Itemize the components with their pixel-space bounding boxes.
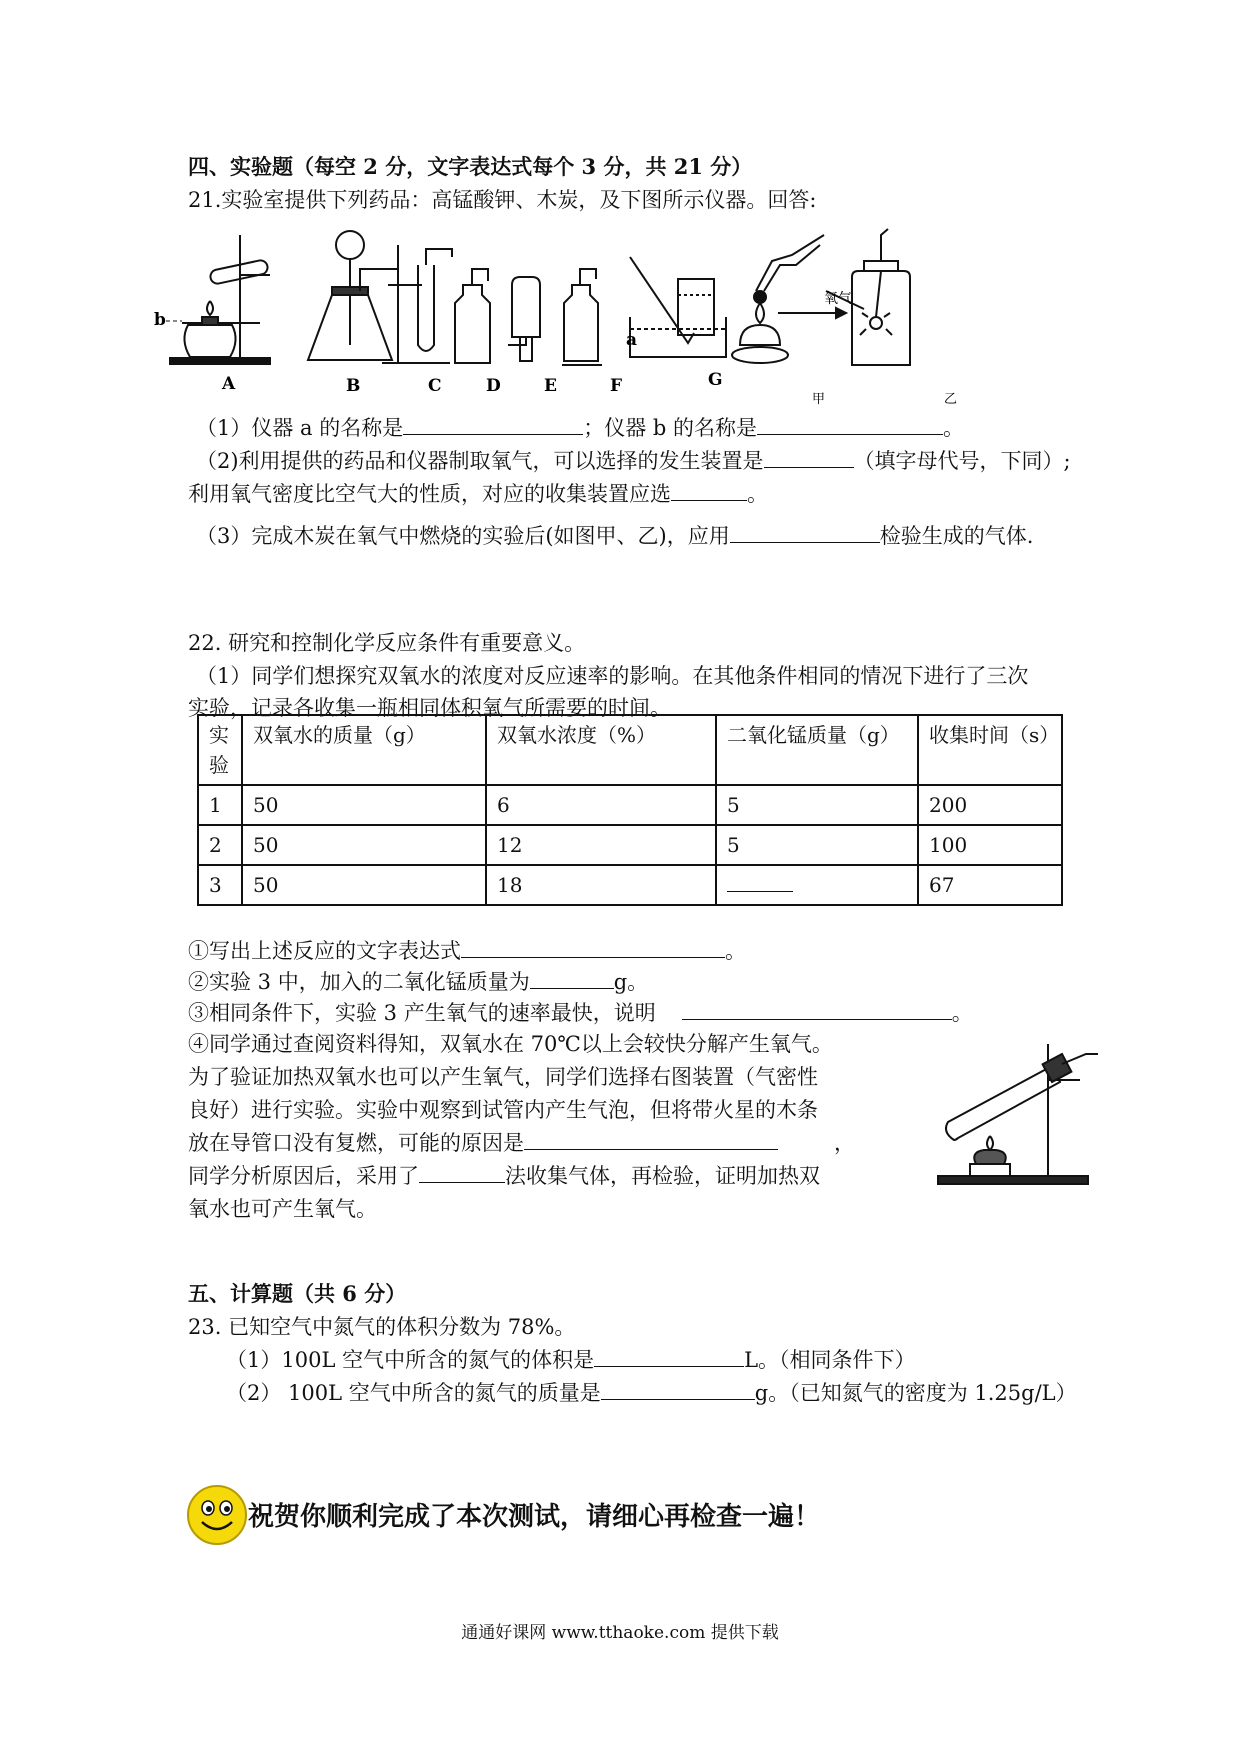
apparatus-g-icon xyxy=(630,257,726,357)
apparatus-jia-icon xyxy=(732,235,824,363)
table-header-cell: 二氧化锰质量（g） xyxy=(716,715,918,785)
label-F: F xyxy=(610,376,623,396)
answer-blank[interactable] xyxy=(461,937,725,958)
heating-apparatus-figure xyxy=(930,1040,1120,1190)
answer-blank[interactable] xyxy=(727,873,793,892)
table-header-cell: 双氧水的质量（g） xyxy=(242,715,486,785)
table-cell: 100 xyxy=(918,825,1062,865)
table-cell: 5 xyxy=(716,785,918,825)
q23-intro: 23. 已知空气中氮气的体积分数为 78%。 xyxy=(188,1315,576,1339)
apparatus-b-icon xyxy=(308,231,398,360)
answer-blank[interactable] xyxy=(730,522,880,543)
table-header-cell: 收集时间（s） xyxy=(918,715,1062,785)
answer-blank[interactable] xyxy=(682,999,952,1020)
apparatus-d-icon xyxy=(455,269,490,363)
table-header-row xyxy=(198,715,1062,785)
table-cell: 5 xyxy=(716,825,918,865)
table-cell: 18 xyxy=(486,865,716,905)
q21-part1: （1）仪器 a 的名称是 ；仪器 b 的名称是 。 xyxy=(196,416,965,440)
table-cell: 6 xyxy=(486,785,716,825)
label-A: A xyxy=(222,374,236,394)
q21-intro: 21.实验室提供下列药品：高锰酸钾、木炭，及下图所示仪器。回答: xyxy=(188,188,817,212)
answer-blank[interactable] xyxy=(757,414,943,435)
label-oxygen: 氧气 xyxy=(824,291,852,307)
q21-part2-line2: 利用氧气密度比空气大的性质，对应的收集装置应选 。 xyxy=(188,482,768,506)
answer-blank[interactable] xyxy=(671,480,747,501)
table-row xyxy=(198,865,1062,905)
section5-heading: 五、计算题（共 6 分） xyxy=(188,1281,407,1306)
table-cell: 50 xyxy=(242,825,486,865)
q22-item1: ①写出上述反应的文字表达式 。 xyxy=(188,939,746,963)
table-cell: 50 xyxy=(242,785,486,825)
table-cell: 1 xyxy=(198,785,242,825)
label-jia: 甲 xyxy=(812,392,826,407)
apparatus-e-icon xyxy=(508,277,540,361)
q22-part1-line1: （1）同学们想探究双氧水的浓度对反应速率的影响。在其他条件相同的情况下进行了三次 xyxy=(196,664,1029,688)
answer-blank[interactable] xyxy=(764,447,854,468)
table-cell: 12 xyxy=(486,825,716,865)
q22-item4-line1: ④同学通过查阅资料得知，双氧水在 70℃以上会较快分解产生氧气。 xyxy=(188,1032,833,1056)
table-cell: 50 xyxy=(242,865,486,905)
q22-item4-line4: 放在导管口没有复燃，可能的原因是 ， xyxy=(188,1131,855,1155)
label-E: E xyxy=(544,376,557,396)
q23-part2: （2） 100L 空气中所含的氮气的质量是 g。（已知氮气的密度为 1.25g/L） xyxy=(226,1381,1077,1405)
answer-blank[interactable] xyxy=(530,968,614,989)
answer-blank[interactable] xyxy=(601,1379,755,1400)
label-yi: 乙 xyxy=(944,392,958,407)
answer-blank[interactable] xyxy=(419,1162,505,1183)
table-row xyxy=(198,825,1062,865)
q22-part1-line2: 实验，记录各收集一瓶相同体积氧气所需要的时间。 xyxy=(188,696,671,720)
closing-message: 祝贺你顺利完成了本次测试，请细心再检查一遍！ xyxy=(248,1502,821,1532)
label-D: D xyxy=(486,376,501,396)
apparatus-figure xyxy=(154,225,1080,410)
q22-item2: ②实验 3 中，加入的二氧化锰质量为 g。 xyxy=(188,970,649,994)
section4-heading: 四、实验题（每空 2 分，文字表达式每个 3 分，共 21 分） xyxy=(188,154,753,179)
q21-part3: （3）完成木炭在氧气中燃烧的实验后(如图甲、乙)，应用 检验生成的气体. xyxy=(196,524,1034,548)
table-cell: 200 xyxy=(918,785,1062,825)
table-cell-blank[interactable] xyxy=(716,865,918,905)
table-cell: 2 xyxy=(198,825,242,865)
apparatus-c-icon xyxy=(382,245,452,363)
q22-intro: 22. 研究和控制化学反应条件有重要意义。 xyxy=(188,631,586,655)
q22-item4-line3: 良好）进行实验。实验中观察到试管内产生气泡，但将带火星的木条 xyxy=(188,1098,818,1122)
table-header-cell: 实验 xyxy=(198,715,242,785)
footer: 通通好课网 www.tthaoke.com 提供下载 xyxy=(461,1623,779,1643)
label-B: B xyxy=(346,376,361,396)
q22-item4-line5: 同学分析原因后，采用了 法收集气体，再检验，证明加热双 xyxy=(188,1164,820,1188)
answer-blank[interactable] xyxy=(524,1129,778,1150)
answer-blank[interactable] xyxy=(403,414,583,435)
q21-part2-line1: （2)利用提供的药品和仪器制取氧气，可以选择的发生装置是 （填字母代号，下同）; xyxy=(196,449,1071,473)
table-cell: 67 xyxy=(918,865,1062,905)
label-C: C xyxy=(428,376,442,396)
apparatus-a-icon xyxy=(170,235,270,364)
smiley-icon xyxy=(186,1484,248,1546)
answer-blank[interactable] xyxy=(594,1346,744,1367)
q22-item3: ③相同条件下，实验 3 产生氧气的速率最快，说明 。 xyxy=(188,1001,973,1025)
q23-part1: （1）100L 空气中所含的氮气的体积是 L。（相同条件下） xyxy=(226,1348,916,1372)
table-cell: 3 xyxy=(198,865,242,905)
table-header-cell: 双氧水浓度（%） xyxy=(486,715,716,785)
label-G: G xyxy=(708,370,723,390)
table-row xyxy=(198,785,1062,825)
q22-item4-line2: 为了验证加热双氧水也可以产生氧气，同学们选择右图装置（气密性 xyxy=(188,1065,818,1089)
label-b: b xyxy=(154,310,166,330)
label-a: a xyxy=(626,330,638,350)
q22-item4-line6: 氧水也可产生氧气。 xyxy=(188,1197,377,1221)
experiment-table xyxy=(197,714,1063,906)
apparatus-f-icon xyxy=(562,269,602,365)
